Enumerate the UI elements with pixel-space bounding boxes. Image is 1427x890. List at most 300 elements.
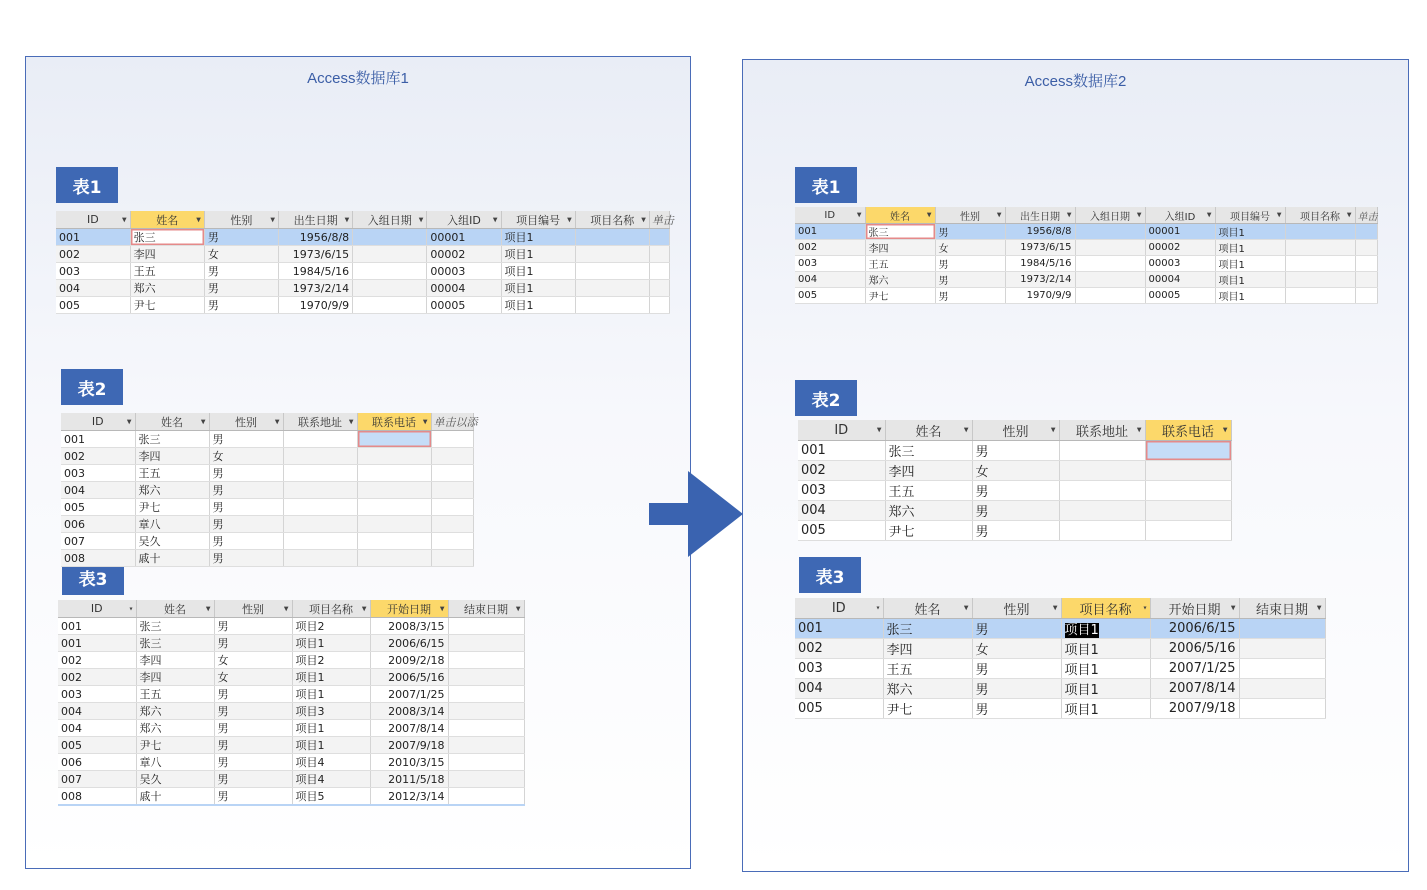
- column-header[interactable]: [1005, 207, 1075, 224]
- table-cell[interactable]: [135, 448, 209, 465]
- table-cell[interactable]: [427, 263, 501, 280]
- table-cell[interactable]: [292, 686, 370, 703]
- table-cell[interactable]: [1059, 501, 1145, 521]
- table-cell[interactable]: [649, 263, 669, 280]
- table-cell[interactable]: [1005, 288, 1075, 304]
- table-cell[interactable]: [292, 737, 370, 754]
- table-cell[interactable]: [1215, 288, 1285, 304]
- table-cell[interactable]: [448, 720, 524, 737]
- table-cell[interactable]: [357, 499, 431, 516]
- dropdown-arrow-icon[interactable]: ▼: [1222, 426, 1228, 434]
- dropdown-arrow-icon[interactable]: ▼: [1050, 426, 1056, 434]
- dropdown-arrow-icon[interactable]: ▼: [344, 216, 350, 223]
- dropdown-arrow-icon[interactable]: ▼: [196, 216, 201, 223]
- table-cell[interactable]: [1145, 272, 1215, 288]
- table-cell[interactable]: [214, 754, 292, 771]
- table-cell[interactable]: [795, 639, 883, 659]
- dropdown-arrow-icon[interactable]: ▼: [1066, 211, 1072, 219]
- table-cell[interactable]: [935, 272, 1005, 288]
- table-cell[interactable]: [1145, 256, 1215, 272]
- table-cell[interactable]: [353, 297, 427, 314]
- table-row[interactable]: [58, 737, 524, 754]
- table-cell[interactable]: [135, 431, 209, 448]
- table-cell[interactable]: [1285, 240, 1355, 256]
- table-cell[interactable]: [58, 686, 136, 703]
- table-cell[interactable]: [279, 280, 353, 297]
- table-cell[interactable]: [885, 481, 972, 501]
- table-cell[interactable]: [1215, 240, 1285, 256]
- table-cell[interactable]: [292, 669, 370, 686]
- table-row[interactable]: [795, 272, 1377, 288]
- table-cell[interactable]: [795, 272, 865, 288]
- table-cell[interactable]: [1285, 288, 1355, 304]
- table-cell[interactable]: [427, 297, 501, 314]
- table-row[interactable]: [56, 280, 670, 297]
- table-row[interactable]: [58, 720, 524, 737]
- table-cell[interactable]: [1215, 224, 1285, 240]
- table-cell[interactable]: [61, 550, 135, 567]
- table-cell[interactable]: [448, 771, 524, 788]
- table-cell[interactable]: [448, 635, 524, 652]
- table-cell[interactable]: [865, 240, 935, 256]
- table-cell[interactable]: [357, 482, 431, 499]
- table-cell[interactable]: [795, 699, 883, 719]
- table-cell[interactable]: [1061, 699, 1150, 719]
- column-header[interactable]: [370, 600, 448, 618]
- table-cell[interactable]: [448, 669, 524, 686]
- table-row[interactable]: [56, 263, 670, 280]
- dropdown-arrow-icon[interactable]: ▼: [996, 211, 1002, 219]
- column-header[interactable]: [649, 211, 674, 229]
- table-cell[interactable]: [1075, 240, 1145, 256]
- table-cell[interactable]: [1059, 461, 1145, 481]
- column-header[interactable]: [357, 413, 431, 431]
- column-header[interactable]: [214, 600, 292, 618]
- column-header[interactable]: [865, 207, 935, 224]
- table-row[interactable]: [58, 669, 524, 686]
- table-cell[interactable]: [1061, 619, 1150, 639]
- table-cell[interactable]: [209, 516, 283, 533]
- table-cell[interactable]: [283, 431, 357, 448]
- table-cell[interactable]: [136, 754, 214, 771]
- table-cell[interactable]: [370, 754, 448, 771]
- table-cell[interactable]: [283, 550, 357, 567]
- table-cell[interactable]: [865, 288, 935, 304]
- table-cell[interactable]: [370, 720, 448, 737]
- table-row[interactable]: [795, 679, 1325, 699]
- filter-dropdown-icon[interactable]: ▾: [1143, 604, 1147, 612]
- table-cell[interactable]: [1005, 240, 1075, 256]
- table-cell[interactable]: [130, 229, 204, 246]
- table-cell[interactable]: [58, 754, 136, 771]
- table-cell[interactable]: [1061, 679, 1150, 699]
- table-cell[interactable]: [798, 521, 885, 541]
- table-cell[interactable]: [292, 635, 370, 652]
- table-cell[interactable]: [214, 737, 292, 754]
- table-cell[interactable]: [795, 224, 865, 240]
- table-cell[interactable]: [283, 533, 357, 550]
- dropdown-arrow-icon[interactable]: ▼: [1276, 211, 1282, 219]
- table-cell[interactable]: [209, 482, 283, 499]
- column-header[interactable]: [353, 211, 427, 229]
- table-cell[interactable]: [61, 448, 135, 465]
- table-cell[interactable]: [130, 246, 204, 263]
- table-cell[interactable]: [135, 465, 209, 482]
- table-cell[interactable]: [865, 224, 935, 240]
- dropdown-arrow-icon[interactable]: ▼: [876, 426, 882, 434]
- table-cell[interactable]: [61, 533, 135, 550]
- table-cell[interactable]: [61, 482, 135, 499]
- table-cell[interactable]: [1239, 619, 1325, 639]
- table-cell[interactable]: [214, 652, 292, 669]
- table-cell[interactable]: [501, 246, 575, 263]
- table-row[interactable]: [58, 771, 524, 788]
- column-header[interactable]: [972, 420, 1059, 441]
- table-cell[interactable]: [353, 246, 427, 263]
- table-cell[interactable]: [353, 229, 427, 246]
- table-cell[interactable]: [427, 229, 501, 246]
- table-cell[interactable]: [136, 788, 214, 806]
- table-cell[interactable]: [1059, 441, 1145, 461]
- table-cell[interactable]: [279, 229, 353, 246]
- column-header[interactable]: [130, 211, 204, 229]
- table-row[interactable]: [798, 481, 1231, 501]
- table-cell[interactable]: [1075, 272, 1145, 288]
- table-cell[interactable]: [1075, 224, 1145, 240]
- table-cell[interactable]: [1285, 272, 1355, 288]
- table-cell[interactable]: [61, 465, 135, 482]
- table-cell[interactable]: [795, 240, 865, 256]
- table-row[interactable]: [56, 246, 670, 263]
- table-cell[interactable]: [130, 297, 204, 314]
- table-row[interactable]: [61, 533, 473, 550]
- table-cell[interactable]: [972, 699, 1061, 719]
- column-header[interactable]: [209, 413, 283, 431]
- table-cell[interactable]: [353, 263, 427, 280]
- table-cell[interactable]: [353, 280, 427, 297]
- table-cell[interactable]: [283, 448, 357, 465]
- column-header[interactable]: [1145, 207, 1215, 224]
- column-header[interactable]: [58, 600, 136, 618]
- column-header[interactable]: [1150, 598, 1239, 619]
- dropdown-arrow-icon[interactable]: ▼: [439, 605, 445, 612]
- table-row[interactable]: [795, 619, 1325, 639]
- table-cell[interactable]: [448, 754, 524, 771]
- table-cell[interactable]: [136, 669, 214, 686]
- column-header[interactable]: [1075, 207, 1145, 224]
- table-row[interactable]: [61, 431, 473, 448]
- table-cell[interactable]: [56, 280, 130, 297]
- table-cell[interactable]: [292, 618, 370, 635]
- table-cell[interactable]: [370, 703, 448, 720]
- column-header[interactable]: [501, 211, 575, 229]
- filter-dropdown-icon[interactable]: ▾: [129, 605, 133, 612]
- table-cell[interactable]: [649, 297, 669, 314]
- table-cell[interactable]: [214, 788, 292, 806]
- table-cell[interactable]: [1215, 256, 1285, 272]
- table-cell[interactable]: [136, 737, 214, 754]
- table-cell[interactable]: [427, 280, 501, 297]
- table-cell[interactable]: [972, 441, 1059, 461]
- table-cell[interactable]: [58, 635, 136, 652]
- table-cell[interactable]: [1145, 501, 1231, 521]
- table-cell[interactable]: [935, 288, 1005, 304]
- column-header[interactable]: [795, 598, 883, 619]
- table-cell[interactable]: [798, 441, 885, 461]
- table-cell[interactable]: [58, 737, 136, 754]
- table-cell[interactable]: [209, 431, 283, 448]
- table-cell[interactable]: [136, 703, 214, 720]
- table-cell[interactable]: [370, 652, 448, 669]
- table-cell[interactable]: [136, 618, 214, 635]
- table-row[interactable]: [795, 699, 1325, 719]
- column-header[interactable]: [1355, 207, 1377, 224]
- table-cell[interactable]: [292, 652, 370, 669]
- table-cell[interactable]: [283, 465, 357, 482]
- table-cell[interactable]: [448, 618, 524, 635]
- table-row[interactable]: [58, 788, 524, 806]
- table-cell[interactable]: [214, 720, 292, 737]
- table-cell[interactable]: [214, 618, 292, 635]
- table-row[interactable]: [798, 501, 1231, 521]
- table-cell[interactable]: [204, 280, 278, 297]
- table-cell[interactable]: [136, 635, 214, 652]
- dropdown-arrow-icon[interactable]: ▼: [1206, 211, 1212, 219]
- table-cell[interactable]: [130, 263, 204, 280]
- table-row[interactable]: [795, 639, 1325, 659]
- table-cell[interactable]: [136, 771, 214, 788]
- dropdown-arrow-icon[interactable]: ▼: [856, 211, 862, 219]
- table-cell[interactable]: [972, 461, 1059, 481]
- dropdown-arrow-icon[interactable]: ▼: [641, 216, 646, 223]
- table-row[interactable]: [61, 465, 473, 482]
- table-cell[interactable]: [209, 533, 283, 550]
- table-cell[interactable]: [370, 635, 448, 652]
- table-cell[interactable]: [1150, 619, 1239, 639]
- table-cell[interactable]: [1005, 256, 1075, 272]
- table-cell[interactable]: [795, 659, 883, 679]
- table-cell[interactable]: [431, 533, 473, 550]
- dropdown-arrow-icon[interactable]: ▼: [283, 605, 289, 612]
- table-row[interactable]: [795, 288, 1377, 304]
- dropdown-arrow-icon[interactable]: ▼: [348, 418, 354, 425]
- dropdown-arrow-icon[interactable]: ▼: [422, 418, 428, 425]
- table-cell[interactable]: [357, 448, 431, 465]
- table-cell[interactable]: [283, 516, 357, 533]
- table-row[interactable]: [58, 686, 524, 703]
- dropdown-arrow-icon[interactable]: ▼: [567, 216, 572, 223]
- table-cell[interactable]: [1355, 256, 1377, 272]
- table-cell[interactable]: [501, 263, 575, 280]
- table-cell[interactable]: [935, 224, 1005, 240]
- table-cell[interactable]: [130, 280, 204, 297]
- column-header[interactable]: [972, 598, 1061, 619]
- table-cell[interactable]: [370, 737, 448, 754]
- column-header[interactable]: [795, 207, 865, 224]
- table-cell[interactable]: [1239, 679, 1325, 699]
- table-cell[interactable]: [204, 229, 278, 246]
- table-cell[interactable]: [501, 297, 575, 314]
- table-cell[interactable]: [1061, 639, 1150, 659]
- table-cell[interactable]: [58, 771, 136, 788]
- table-row[interactable]: [56, 229, 670, 246]
- table-row[interactable]: [795, 256, 1377, 272]
- table-cell[interactable]: [431, 482, 473, 499]
- table-cell[interactable]: [204, 297, 278, 314]
- table-cell[interactable]: [58, 652, 136, 669]
- table-cell[interactable]: [972, 521, 1059, 541]
- table-cell[interactable]: [214, 635, 292, 652]
- table-cell[interactable]: [972, 501, 1059, 521]
- table-cell[interactable]: [427, 246, 501, 263]
- table-cell[interactable]: [575, 297, 649, 314]
- table-cell[interactable]: [209, 499, 283, 516]
- table-row[interactable]: [58, 635, 524, 652]
- table-cell[interactable]: [1145, 521, 1231, 541]
- column-header[interactable]: [279, 211, 353, 229]
- table-cell[interactable]: [935, 256, 1005, 272]
- table-cell[interactable]: [292, 771, 370, 788]
- table-cell[interactable]: [1145, 288, 1215, 304]
- column-header[interactable]: [56, 211, 130, 229]
- table-cell[interactable]: [204, 246, 278, 263]
- table-cell[interactable]: [279, 246, 353, 263]
- table-cell[interactable]: [798, 461, 885, 481]
- dropdown-arrow-icon[interactable]: ▼: [418, 216, 424, 223]
- dropdown-arrow-icon[interactable]: ▼: [963, 604, 969, 612]
- dropdown-arrow-icon[interactable]: ▼: [122, 216, 127, 223]
- dropdown-arrow-icon[interactable]: ▼: [926, 211, 932, 219]
- table-cell[interactable]: [357, 465, 431, 482]
- table-cell[interactable]: [575, 229, 649, 246]
- dropdown-arrow-icon[interactable]: ▼: [963, 426, 969, 434]
- table-row[interactable]: [795, 659, 1325, 679]
- dropdown-arrow-icon[interactable]: ▼: [515, 605, 521, 612]
- table-cell[interactable]: [209, 465, 283, 482]
- column-header[interactable]: [1061, 598, 1150, 619]
- table-cell[interactable]: [370, 788, 448, 806]
- table-cell[interactable]: [448, 788, 524, 806]
- table-cell[interactable]: [1285, 256, 1355, 272]
- table-cell[interactable]: [883, 679, 972, 699]
- table-cell[interactable]: [1145, 224, 1215, 240]
- table-cell[interactable]: [214, 686, 292, 703]
- dropdown-arrow-icon[interactable]: ▼: [1316, 604, 1322, 612]
- table-cell[interactable]: [1215, 272, 1285, 288]
- table-cell[interactable]: [135, 482, 209, 499]
- table-cell[interactable]: [798, 481, 885, 501]
- table-row[interactable]: [61, 448, 473, 465]
- column-header[interactable]: [1239, 598, 1325, 619]
- table-cell[interactable]: [1239, 639, 1325, 659]
- table-cell[interactable]: [292, 720, 370, 737]
- dropdown-arrow-icon[interactable]: ▼: [274, 418, 280, 425]
- column-header[interactable]: [575, 211, 649, 229]
- table-cell[interactable]: [292, 788, 370, 806]
- column-header[interactable]: [883, 598, 972, 619]
- table-cell[interactable]: [135, 550, 209, 567]
- column-header[interactable]: [1145, 420, 1231, 441]
- table-row[interactable]: [795, 240, 1377, 256]
- table-cell[interactable]: [1061, 659, 1150, 679]
- table-cell[interactable]: [61, 431, 135, 448]
- table-cell[interactable]: [795, 288, 865, 304]
- table-cell[interactable]: [214, 703, 292, 720]
- table-cell[interactable]: [1005, 224, 1075, 240]
- table-cell[interactable]: [798, 501, 885, 521]
- table-cell[interactable]: [279, 263, 353, 280]
- table-cell[interactable]: [1145, 240, 1215, 256]
- table-row[interactable]: [58, 618, 524, 635]
- table-cell[interactable]: [58, 703, 136, 720]
- table-row[interactable]: [61, 550, 473, 567]
- table-cell[interactable]: [1145, 461, 1231, 481]
- table-cell[interactable]: [1145, 481, 1231, 501]
- table-cell[interactable]: [1059, 521, 1145, 541]
- table-cell[interactable]: [1239, 659, 1325, 679]
- column-header[interactable]: [885, 420, 972, 441]
- table-cell[interactable]: [292, 703, 370, 720]
- table-cell[interactable]: [972, 481, 1059, 501]
- column-header[interactable]: [798, 420, 885, 441]
- table-cell[interactable]: [431, 499, 473, 516]
- table-cell[interactable]: [135, 533, 209, 550]
- table-cell[interactable]: [58, 788, 136, 806]
- table-cell[interactable]: [56, 263, 130, 280]
- table-row[interactable]: [58, 703, 524, 720]
- column-header[interactable]: [292, 600, 370, 618]
- table-cell[interactable]: [357, 431, 431, 448]
- table-cell[interactable]: [972, 619, 1061, 639]
- column-header[interactable]: [935, 207, 1005, 224]
- dropdown-arrow-icon[interactable]: ▼: [205, 605, 211, 612]
- table-cell[interactable]: [1355, 272, 1377, 288]
- table-cell[interactable]: [1075, 288, 1145, 304]
- table-cell[interactable]: [431, 516, 473, 533]
- dropdown-arrow-icon[interactable]: ▼: [270, 216, 276, 223]
- table-cell[interactable]: [1285, 224, 1355, 240]
- table-cell[interactable]: [357, 533, 431, 550]
- table-cell[interactable]: [885, 441, 972, 461]
- table-cell[interactable]: [448, 737, 524, 754]
- table-row[interactable]: [61, 499, 473, 516]
- table-cell[interactable]: [883, 639, 972, 659]
- table-cell[interactable]: [1059, 481, 1145, 501]
- dropdown-arrow-icon[interactable]: ▼: [126, 418, 132, 425]
- table-cell[interactable]: [56, 246, 130, 263]
- dropdown-arrow-icon[interactable]: ▼: [1052, 604, 1058, 612]
- table-cell[interactable]: [865, 272, 935, 288]
- table-cell[interactable]: [283, 482, 357, 499]
- table-cell[interactable]: [883, 659, 972, 679]
- table-cell[interactable]: [501, 280, 575, 297]
- column-header[interactable]: [431, 413, 478, 431]
- dropdown-arrow-icon[interactable]: ▼: [200, 418, 206, 425]
- table-row[interactable]: [798, 521, 1231, 541]
- table-cell[interactable]: [795, 679, 883, 699]
- column-header[interactable]: [1285, 207, 1355, 224]
- table-cell[interactable]: [883, 619, 972, 639]
- table-row[interactable]: [795, 224, 1377, 240]
- table-cell[interactable]: [935, 240, 1005, 256]
- dropdown-arrow-icon[interactable]: ▼: [1136, 211, 1142, 219]
- table-cell[interactable]: [1355, 224, 1377, 240]
- table-row[interactable]: [61, 516, 473, 533]
- column-header[interactable]: [135, 413, 209, 431]
- table-cell[interactable]: [370, 669, 448, 686]
- table-cell[interactable]: [136, 686, 214, 703]
- table-row[interactable]: [58, 652, 524, 669]
